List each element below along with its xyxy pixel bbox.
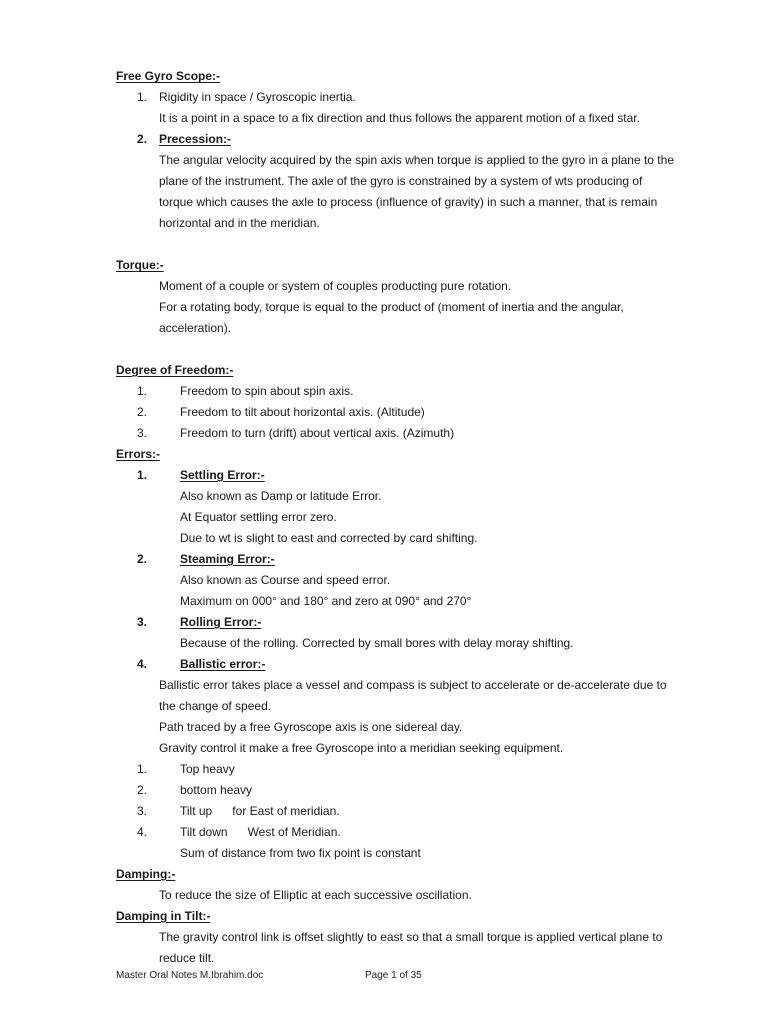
paragraph-line: torque which causes the axle to process (influence of gravity) in such a manner, that is remain [159, 195, 658, 209]
paragraph-line: To reduce the size of Elliptic at each successive oscillation. [159, 888, 472, 902]
list-number: 2. [137, 405, 148, 419]
list-item-text: Freedom to turn (drift) about vertical axis. (Azimuth) [180, 426, 455, 440]
paragraph-line: Sum of distance from two fix point is constant [180, 846, 421, 860]
list-item-text: Tilt up for East of meridian. [180, 804, 340, 818]
paragraph-line: Moment of a couple or system of couples producting pure rotation. [159, 279, 512, 293]
list-item-text: Tilt down West of Meridian. [180, 825, 341, 839]
paragraph-line: horizontal and in the meridian. [159, 216, 320, 230]
footer-page-number: Page 1 of 35 [365, 970, 422, 981]
section-heading-torque: Torque:- [116, 258, 164, 272]
paragraph-line: Due to wt is slight to east and corrected by card shifting. [180, 531, 478, 545]
paragraph-line: The angular velocity acquired by the spin axis when torque is applied to the gyro in a plane to the [159, 153, 674, 167]
list-item-text: bottom heavy [180, 783, 253, 797]
list-item-text: Rigidity in space / Gyroscopic inertia. [159, 90, 356, 104]
list-number: 2. [137, 132, 148, 146]
section-heading-free-gyro: Free Gyro Scope:- [116, 69, 221, 83]
paragraph-line: reduce tilt. [159, 951, 215, 965]
list-number: 3. [137, 804, 148, 818]
list-number: 2. [137, 783, 148, 797]
list-item-text: Freedom to tilt about horizontal axis. (Altitude) [180, 405, 425, 419]
list-number: 1. [137, 384, 148, 398]
list-number: 1. [137, 762, 148, 776]
list-number: 2. [137, 552, 148, 566]
paragraph-line: Gravity control it make a free Gyroscope into a meridian seeking equipment. [159, 741, 564, 755]
section-heading-errors: Errors:- [116, 447, 161, 461]
subheading-rolling-error: Rolling Error:- [180, 615, 262, 629]
paragraph-line: Maximum on 000° and 180° and zero at 090° and 270° [180, 594, 472, 608]
paragraph-line: Also known as Damp or latitude Error. [180, 489, 382, 503]
list-number: 4. [137, 825, 148, 839]
paragraph-line: For a rotating body, torque is equal to the product of (moment of inertia and the angular, [159, 300, 624, 314]
paragraph-line: Path traced by a free Gyroscope axis is one sidereal day. [159, 720, 463, 734]
subheading-settling-error: Settling Error:- [180, 468, 265, 482]
paragraph-line: The gravity control link is offset slightly to east so that a small torque is applied vertical plane to [159, 930, 663, 944]
paragraph-line: acceleration). [159, 321, 232, 335]
list-number: 3. [137, 426, 148, 440]
list-item-text: Top heavy [180, 762, 235, 776]
subheading-ballistic-error: Ballistic error:- [180, 657, 266, 671]
paragraph-line: Because of the rolling. Corrected by small bores with delay moray shifting. [180, 636, 574, 650]
section-heading-damping-in-tilt: Damping in Tilt:- [116, 909, 211, 923]
section-heading-degree-of-freedom: Degree of Freedom:- [116, 363, 234, 377]
paragraph-line: At Equator settling error zero. [180, 510, 337, 524]
list-number: 1. [137, 468, 148, 482]
paragraph-line: plane of the instrument. The axle of the gyro is constrained by a system of wts producing of [159, 174, 643, 188]
list-number: 1. [137, 90, 148, 104]
list-number: 4. [137, 657, 148, 671]
paragraph-line: the change of speed. [159, 699, 272, 713]
paragraph-line: Also known as Course and speed error. [180, 573, 391, 587]
list-number: 3. [137, 615, 148, 629]
paragraph-line: It is a point in a space to a fix direction and thus follows the apparent motion of a fixed star. [159, 111, 640, 125]
footer-filename: Master Oral Notes M.Ibrahim.doc [116, 970, 264, 981]
list-item-text: Freedom to spin about spin axis. [180, 384, 354, 398]
subheading-steaming-error: Steaming Error:- [180, 552, 275, 566]
paragraph-line: Ballistic error takes place a vessel and compass is subject to accelerate or de-accelerate due to [159, 678, 667, 692]
subheading-precession: Precession:- [159, 132, 232, 146]
section-heading-damping: Damping:- [116, 867, 176, 881]
